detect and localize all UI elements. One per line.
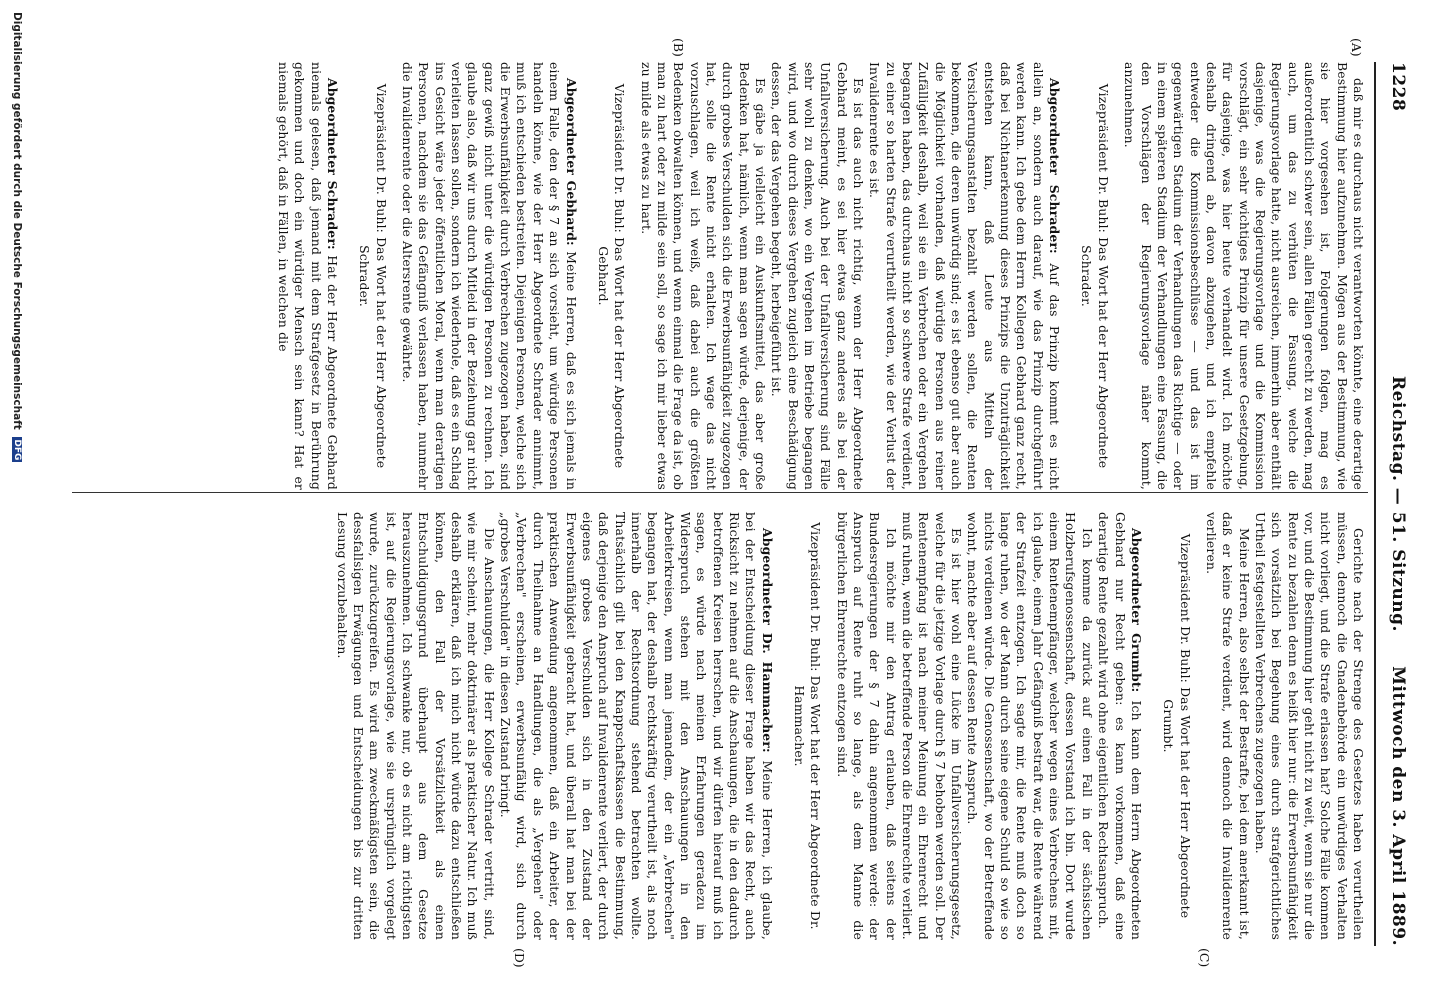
paragraph: Vizepräsident Dr. Buhl: Das Wort hat der Herr Abgeordnete Gebhard. (595, 83, 628, 469)
paragraph: Vizepräsident Dr. Buhl: Das Wort hat der Herr Abgeordnete Schrader. (357, 83, 389, 469)
paragraph: Vizepräsident Dr. Buhl: Das Wort hat der Herr Abgeordnete Schrader. (1079, 83, 1111, 469)
speaker-name: Abgeordneter Schrader: (1047, 78, 1063, 264)
paragraph-text: daß mir es durchaus nicht verantworten könnte, eine derartige Bestimmung hier aufzunehmen. Mögen aus der Bestimmung, wie sie hier vorgesehen ist, Folgerungen folgen, mag es außerordentlich schwer sein, allen Fällen gerecht zu werden, mag auch, um das zu verhüten die Fassung, welche die Regierungsvorlage hatte, nicht ausreichen, immerhin aber enthält dasjenige, was die Regierungsvorlage und die Kommission vorschlägt, ein sehr wichtiges Prinzip für unsere Gesetzgebung, für dasjenige, was hier heute verhandelt wird. Ich möchte deshalb dringend ab, davon abzugehen, und ich empfehle entweder die Kommissionsbeschlüsse — und das ist im gegenwärtigen Stadium der Verhandlungen das Richtige — oder in einem späteren Stadium der Verhandlungen eine Fassung, die den Vorschlägen der Regierungsvorlage näher kommt, anzunehmen. (1122, 62, 1366, 490)
paragraph (333, 512, 496, 940)
footer-text: Digitalisierung gefördert durch die Deutsche Forschungsgemeinschaft (11, 12, 23, 430)
paragraph (1121, 62, 1366, 490)
paragraph (866, 62, 1062, 490)
paragraph (1252, 512, 1366, 940)
margin-marker-d: (D) (512, 948, 527, 968)
paragraph (833, 512, 898, 940)
paragraph-text: Hat der Herr Abgeordnete Gebhard niemals gelesen, daß jemand mit dem Strafgesetz in Berührung gekommen und doch ein würdiger Mensch sein kann? Hat er niemals gehört, daß in Fällen, in welchen die (276, 62, 341, 491)
paragraph: Vizepräsident Dr. Buhl: Das Wort hat der Herr Abgeordnete Dr. Hammacher. (792, 522, 824, 930)
paragraph-text: Auf das Prinzip kommt es nicht allein an, sondern auch darauf, wie das Prinzip durchgeführt werden kann. Ich gebe dem Herrn Kollegen Gebhard ganz recht, daß bei Nichtanerkennung dieses Prinzips die Unzuträglichkeit entstehen kann, daß Leute aus Mitteln der Versicherungsanstalten bezahlt werden sollen, die Renten bekommen, die deren unwürdig sind; es ist ebenso gut aber auch die Möglichkeit vorhanden, daß würdige Personen aus reiner Zufälligkeit deshalb, weil sie ein Verbrechen oder ein Vergehen begangen haben, das durchaus nicht so schwere Strafe verdient, zu einer so harten Strafe verurtheilt werden, wie der Verlust der Invalidenrente es ist. (867, 62, 1063, 490)
paragraph-text: Meine Herren, also selbst der Bestrafte, bei dem anerkannt ist, daß er keine Strafe verdient, wird dennoch die Invalidenrente verlieren. (1203, 512, 1252, 940)
speaker-name: Abgeordneter Gebhard: (563, 78, 579, 252)
page-header (1376, 62, 1418, 946)
column-divider (72, 492, 1368, 493)
paragraph-text: Es ist das auch nicht richtig, wenn der Herr Abgeordnete Gebhard meint, es sei hier etwas ganz anderes als bei der Unfallversicherung. Auch bei der Unfallversicherung sind Fälle sehr wohl zu denken, wo ein Vergehen im Betriebe begangen wird, und wo durch dieses Vergehen zugleich eine Beschädigung dessen, der das Vergehen begeht, herbeigeführt ist. (769, 62, 867, 490)
paragraph: Vizepräsident Dr. Buhl: Das Wort hat der Herr Abgeordnete Grumbt. (1161, 533, 1193, 919)
paragraph (497, 512, 775, 940)
paragraph (1203, 512, 1252, 940)
paragraph (1095, 512, 1144, 940)
paragraph (275, 62, 340, 490)
paragraph (399, 62, 579, 490)
left-column (275, 62, 1366, 490)
paragraph-text: Es gäbe ja vielleicht ein Auskunftsmittel, das aber große Bedenken hat, nämlich, wenn man sagen würde, derjenige, der durch grobes Verschulden sich die Erwerbsunfähigkeit zugezogen hat, solle die Rente nicht erhalten. Ich wage das nicht vorzuschlagen, weil ich weiß, daß dabei auch die größten Bedenken obwalten können, und wenn einmal die Frage da ist, ob man zu hart oder zu milde sein soll, so sage ich mir lieber etwas zu milde als etwas zu hart. (638, 62, 768, 490)
paragraph-text: Ich möchte mir den Antrag erlauben, daß seitens der Bundesregierungen der § 7 dahin angenommen werde: der Anspruch auf Rente ruht so lange, als dem Manne die bürgerlichen Ehrenrechte entzogen sind. (834, 512, 899, 940)
paragraph-text: Ich komme da zurück auf einen Fall in der sächsischen Holzberufsgenossenschaft, dessen Vorstand ich bin. Dort wurde einem Rentenempfänger, welcher wegen eines Verbrechens mit, ich glaube, einem Jahr Gefängniß bestraft war, die Rente während der Strafzeit entzogen. Ich sagte mir, die Rente muß doch so lange ruhen, wo der Mann durch seine eigene Schuld so wie so nichts verdienen würde. Die Genossenschaft, wo der Betreffende wohnt, machte aber auf dessen Rente Anspruch. (965, 512, 1095, 940)
paragraph-text: Gerichte nach der Strenge des Gesetzes haben verurtheilen müssen, dennoch die Gnadenbehörde ein unwürdiges Verhalten nicht vorliegt, und die Strafe erlassen hat? Solche Fälle kommen vor, und die Bestimmung hier geht nicht zu weit, wenn sie nur die Rente zu bezahlen denn es heißt hier nur: die Erwerbsunfähigkeit sich vorsätzlich bei Begehung eines durch strafgerichtliches Urtheil festgestellten Verbrechens zugezogen haben. (1252, 512, 1366, 940)
margin-marker-b: (B) (671, 38, 686, 57)
footer-credit (5, 0, 23, 1000)
speaker-name: Abgeordneter Schrader: (325, 78, 341, 256)
margin-marker-c: (C) (1197, 948, 1212, 968)
speaker-name: Abgeordneter Dr. Hammacher: (759, 528, 775, 761)
paragraph-text: Meine Herren, ich glaube, bei der Entscheidung dieser Frage haben wir das Recht, auch Rücksicht zu nehmen auf die Anschauungen, die in den dadurch betroffenen Kreisen herrschen, und wir dürfen hierauf muß ich sagen, es würde nach meinen Erfahrungen geradezu im Widerspruch stehen mit den Anschauungen in den Arbeiterkreisen, wenn man jemandem, der ein „Verbrechen" begangen hat, der deshalb rechtskräftig verurtheilt ist, als noch innerhalb der Rechtsordnung stehend betrachten wollte. Thatsächlich gilt bei den Knappschaftskassen die Bestimmung, daß derjenige den Anspruch auf Invalidenrente verliert, der durch eigenes grobes Verschulden sich in den Zustand der Erwerbsunfähigkeit gebracht hat, und überall hat man bei der praktischen Anwendung angenommen, daß ein Arbeiter, der durch Theilnahme an Handlungen, die als „Vergehen" oder „Verbrechen" erscheinen, erwerbsunfähig wird, sich durch „grobes Verschulden" in diesen Zustand bringt. (498, 512, 775, 940)
speaker-name: Abgeordneter Grumbt: (1128, 528, 1144, 701)
paragraph-text: Die Anschauungen, die Herr Kollege Schrader vertritt, sind, wie mir scheint, mehr doktrinärer als praktischer Natur. Ich muß deshalb erklären, daß ich mich nicht würde dazu entschließen können, den Fall der Vorsätzlichkeit als einen Entschuldigungsgrund überhaupt aus dem Gesetze herauszunehmen. Ich schwanke nur, ob es nicht am richtigsten ist, auf die Regierungsvorlage, wie sie ursprünglich vorgelegt wurde, zurückzugreifen. Es wird am zweckmäßigsten sein, die dessfallsigen Erwägungen und Entscheidungen bis zur dritten Lesung vorzubehalten. (334, 512, 497, 940)
session-date: Mittwoch den 3. April 1889. (1388, 666, 1408, 946)
margin-marker-a: (A) (1349, 38, 1364, 57)
paragraph (899, 512, 964, 940)
page-title: Reichstag. — 51. Sitzung. (1388, 376, 1408, 632)
paragraph (964, 512, 1095, 940)
paragraph (637, 62, 768, 490)
paragraph-text: Meine Herren, daß es sich jemals in einem Falle, den der § 7 an sich vorsieht, um würdige Personen handeln könne, wie der Herr Abgeordnete Schrader annimmt, muß ich entschieden bestreiten. Diejenigen Personen, welche sich die Erwerbsunfähigkeit durch Verbrechen zugezogen haben, sind ganz gewiß nicht unter die würdigen Personen zu rechnen. Ich glaube also, daß wir uns durch Mitleid in der Beziehung gar nicht verleiten lassen sollen, sondern ich wiederhole, daß es ein Schlag ins Gesicht wäre jeder öffentlichen Moral, wenn man derartigen Personen, nachdem sie das Gefängniß verlassen haben, nunmehr die Invalidenrente oder die Altersrente gewährte. (400, 62, 579, 490)
paragraph-text: Es ist hier wohl eine Lücke im Unfallversicherungsgesetz, welche für die jetzige Vorlage durch § 7 behoben werden soll. Der Rentenempfang ist nach meiner Meinung ein Ehrenrecht und muß ruhen, wenn die betreffende Person die Ehrenrechte verliert. (900, 512, 965, 940)
paragraph (768, 62, 866, 490)
dfg-logo: DFG (12, 439, 22, 461)
right-column (333, 512, 1366, 940)
header-rule (1374, 62, 1376, 946)
page-number: 1228 (1388, 62, 1408, 112)
paragraph-text: Ich kann dem Herrn Abgeordneten Gebhard nur Recht geben: es kann vorkommen, daß eine derartige Rente gezahlt wird ohne eigentlichen Rechtsanspruch. (1096, 512, 1144, 940)
